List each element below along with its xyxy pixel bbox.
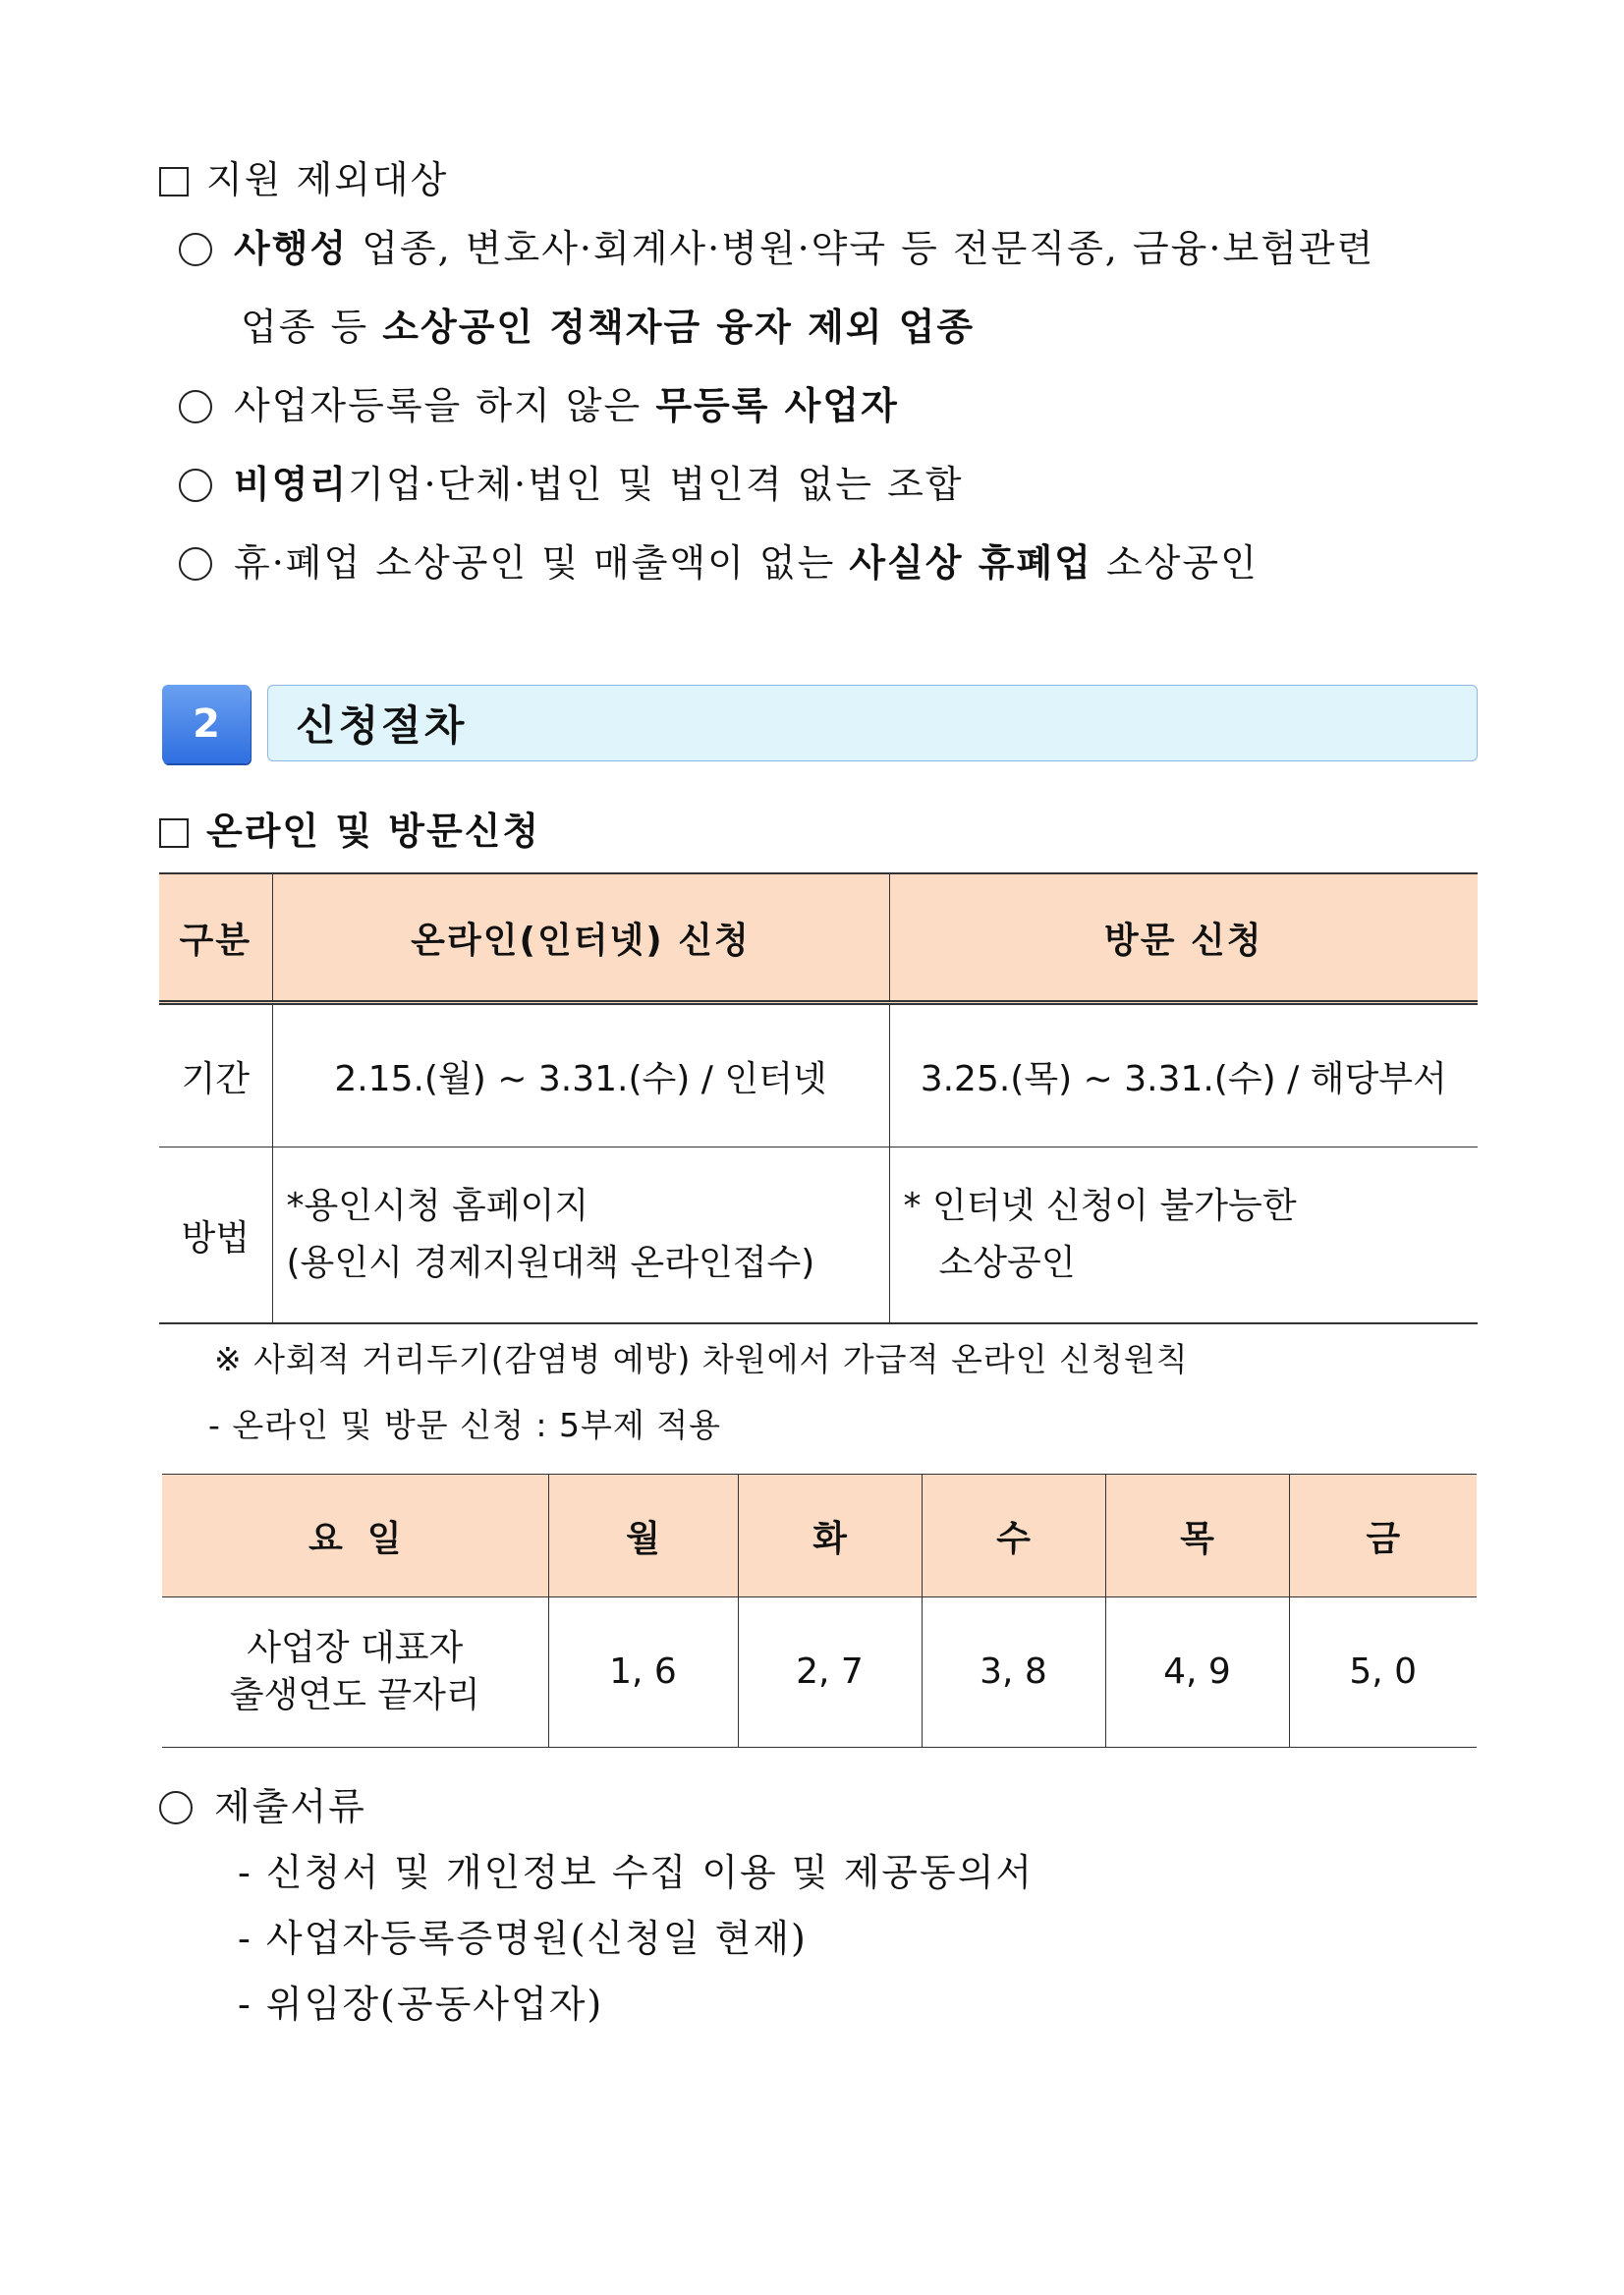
section-title: 신청절차 xyxy=(267,685,1478,761)
online-method: *용인시청 홈페이지 (용인시 경제지원대책 온라인접수) xyxy=(272,1148,889,1324)
tue-digits: 2, 7 xyxy=(738,1597,922,1748)
exclusion-heading: 지원 제외대상 xyxy=(159,149,448,203)
table-header-thu: 목 xyxy=(1105,1475,1289,1597)
mon-digits: 1, 6 xyxy=(548,1597,738,1748)
table-row xyxy=(162,1597,1477,1748)
row-label-method: 방법 xyxy=(159,1148,272,1324)
table-header-mon: 월 xyxy=(548,1475,738,1597)
table-header-online: 온라인(인터넷) 신청 xyxy=(272,873,889,1003)
wed-digits: 3, 8 xyxy=(922,1597,1105,1748)
weekday-schedule-table xyxy=(162,1474,1477,1748)
document-item: - 신청서 및 개인정보 수집 이용 및 제공동의서 xyxy=(238,1851,1035,1894)
table-header-wed: 수 xyxy=(922,1475,1105,1597)
document-item: - 위임장(공동사업자) xyxy=(238,1983,604,2026)
checkbox-square-icon xyxy=(159,818,189,848)
row-label-period: 기간 xyxy=(159,1003,272,1148)
exclusion-item-1: 사행성 업종, 변호사·회계사·병원·약국 등 전문직종, 금융·보험관련 xyxy=(179,218,1374,272)
exclusion-item-4: 휴·폐업 소상공인 및 매출액이 없는 사실상 휴폐업 소상공인 xyxy=(179,532,1259,587)
exclusion-item-2: 사업자등록을 하지 않은 무등록 사업자 xyxy=(179,375,899,429)
table-row xyxy=(159,1148,1478,1324)
note-five-day-rotation: - 온라인 및 방문 신청 : 5부제 적용 xyxy=(208,1406,721,1444)
row-label-birth-year: 사업장 대표자 출생연도 끝자리 xyxy=(162,1597,548,1748)
table-header-visit: 방문 신청 xyxy=(889,873,1478,1003)
document-item: - 사업자등록증명원(신청일 현재) xyxy=(238,1917,808,1960)
online-period: 2.15.(월) ~ 3.31.(수) / 인터넷 xyxy=(272,1003,889,1148)
table-header-day: 요 일 xyxy=(162,1475,548,1597)
exclusion-item-3: 비영리기업·단체·법인 및 법인격 없는 조합 xyxy=(179,454,964,508)
visit-method: * 인터넷 신청이 불가능한 소상공인 xyxy=(889,1148,1478,1324)
checkbox-square-icon xyxy=(159,167,189,196)
apply-heading: 온라인 및 방문신청 xyxy=(159,801,540,855)
application-table xyxy=(159,872,1478,1324)
fri-digits: 5, 0 xyxy=(1289,1597,1477,1748)
circle-bullet-icon xyxy=(179,390,212,423)
table-header-fri: 금 xyxy=(1289,1475,1477,1597)
circle-bullet-icon xyxy=(179,233,212,266)
circle-bullet-icon xyxy=(159,1791,193,1824)
table-header-tue: 화 xyxy=(738,1475,922,1597)
note-distancing: ※ 사회적 거리두기(감염병 예방) 차원에서 가급적 온라인 신청원칙 xyxy=(214,1340,1189,1378)
circle-bullet-icon xyxy=(179,469,212,502)
table-header-category: 구분 xyxy=(159,873,272,1003)
table-row xyxy=(159,1003,1478,1148)
section-number-badge: 2 xyxy=(162,685,251,763)
documents-heading: 제출서류 xyxy=(159,1776,366,1830)
thu-digits: 4, 9 xyxy=(1105,1597,1289,1748)
exclusion-item-1-continuation: 업종 등 소상공인 정책자금 융자 제외 업종 xyxy=(241,306,976,349)
visit-period: 3.25.(목) ~ 3.31.(수) / 해당부서 xyxy=(889,1003,1478,1148)
circle-bullet-icon xyxy=(179,547,212,581)
